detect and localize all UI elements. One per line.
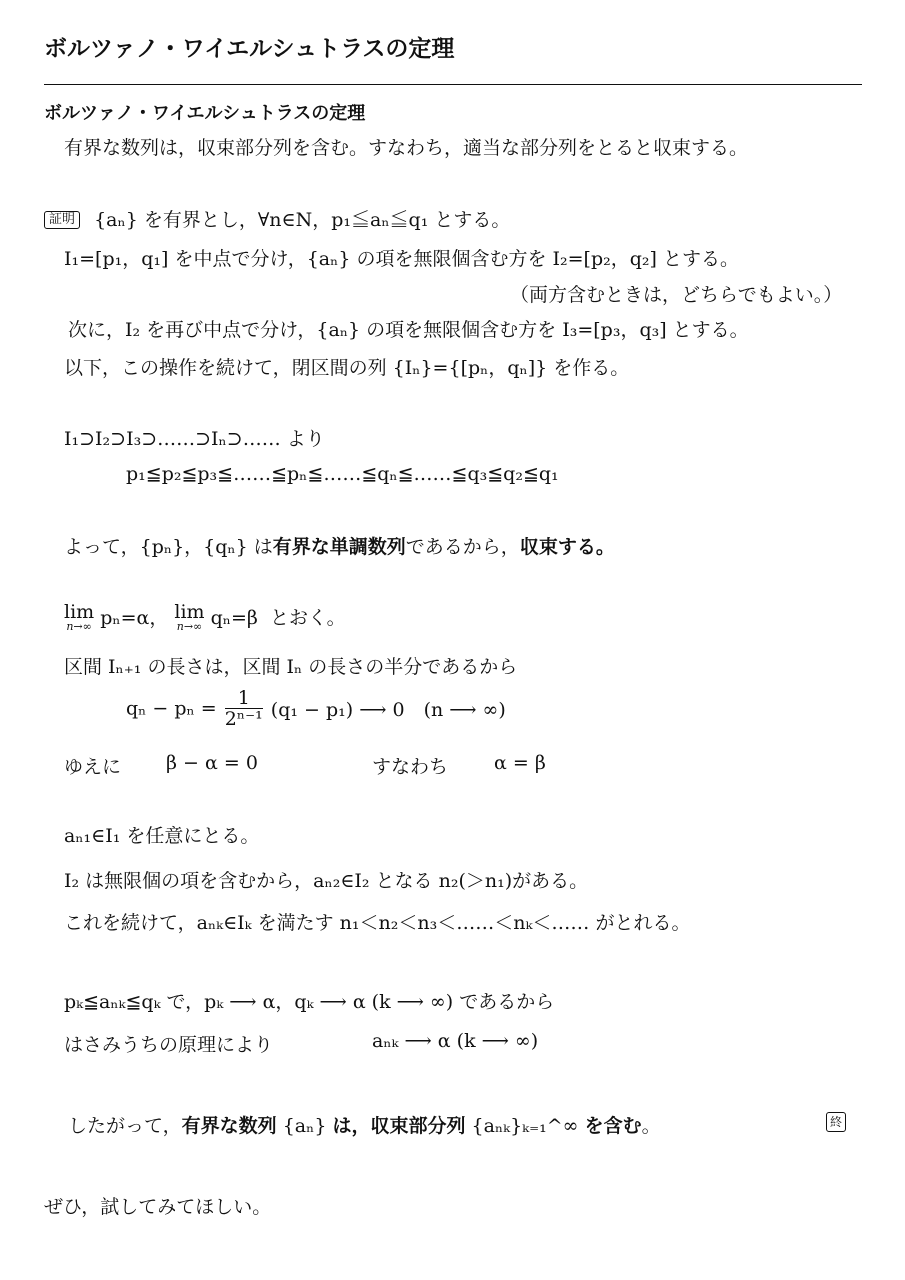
conclusion-subsequence: {aₙₖ}ₖ₌₁^∞ bbox=[471, 1115, 579, 1137]
limit-tail: とおく。 bbox=[269, 607, 346, 629]
page-title: ボルツァノ・ワイエルシュトラスの定理 bbox=[44, 36, 455, 62]
limit-op-text-2: lim bbox=[174, 601, 205, 623]
limit-op-text: lim bbox=[64, 601, 95, 623]
proof-line-17-b: aₙₖ ⟶ α (k ⟶ ∞) bbox=[372, 1030, 539, 1052]
proof-line-6: I₁⊃I₂⊃I₃⊃……⊃Iₙ⊃…… より bbox=[64, 428, 325, 450]
conclusion-bold-3: を含む bbox=[584, 1115, 642, 1137]
proof-line-15: これを続けて，aₙₖ∈Iₖ を満たす n₁＜n₂＜n₃＜……＜nₖ＜…… がとれる。 bbox=[64, 912, 691, 934]
limit-q-value: qₙ=β bbox=[210, 607, 258, 629]
proof-line-3: （両方含むときは，どちらでもよい。） bbox=[510, 284, 843, 306]
fraction bbox=[225, 688, 263, 729]
proof-line-13: aₙ₁∈I₁ を任意にとる。 bbox=[64, 825, 260, 847]
proof-line-8-bold-1: 有界な単調数列 bbox=[272, 536, 406, 558]
proof-line-8-pre: よって，{pₙ}，{qₙ} は bbox=[64, 536, 273, 558]
proof-line-2: I₁=[p₁，q₁] を中点で分け，{aₙ} の項を無限個含む方を I₂=[p₂，q₂] とする。 bbox=[64, 248, 739, 270]
conclusion-end: 。 bbox=[641, 1115, 661, 1137]
proof-line-5: 以下，この操作を続けて，閉区間の列 {Iₙ}={[pₙ，qₙ]} を作る。 bbox=[64, 357, 630, 379]
theorem-statement: 有界な数列は，収束部分列を含む。すなわち，適当な部分列をとると収束する。 bbox=[64, 137, 749, 159]
proof-line-10: 区間 Iₙ₊₁ の長さは，区間 Iₙ の長さの半分であるから bbox=[64, 656, 518, 678]
limit-subscript: n→∞ bbox=[66, 620, 92, 633]
proof-line-1 bbox=[44, 205, 510, 232]
theorem-heading: ボルツァノ・ワイエルシュトラスの定理 bbox=[44, 103, 366, 124]
fraction-numerator: 1 bbox=[225, 688, 263, 709]
conclusion-sequence: {aₙ} bbox=[282, 1115, 327, 1137]
proof-label-badge: 証明 bbox=[44, 211, 80, 229]
proof-line-12-a: ゆえに bbox=[64, 756, 122, 778]
limit-operator-q bbox=[174, 603, 204, 633]
proof-line-1-text: {aₙ} を有界とし，∀n∈N，p₁≦aₙ≦q₁ とする。 bbox=[94, 209, 511, 231]
proof-line-8 bbox=[64, 532, 615, 559]
proof-line-16: pₖ≦aₙₖ≦qₖ で，pₖ ⟶ α，qₖ ⟶ α (k ⟶ ∞) であるから bbox=[64, 991, 555, 1013]
proof-line-4: 次に，I₂ を再び中点で分け，{aₙ} の項を無限個含む方を I₃=[p₃，q₃] とする。 bbox=[68, 319, 749, 341]
limit-p-value: pₙ=α， bbox=[100, 607, 169, 629]
footer-note: ぜひ，試してみてほしい。 bbox=[44, 1196, 272, 1218]
proof-line-8-bold-2: 収束する。 bbox=[519, 536, 615, 558]
title-divider bbox=[44, 84, 862, 85]
conclusion-bold-2: は，収束部分列 bbox=[332, 1115, 466, 1137]
proof-line-12-c: すなわち bbox=[372, 756, 449, 778]
proof-line-8-mid: であるから， bbox=[405, 536, 520, 558]
conclusion-bold-1: 有界な数列 bbox=[181, 1115, 277, 1137]
limit-subscript-2: n→∞ bbox=[176, 620, 203, 633]
proof-line-9 bbox=[64, 603, 346, 633]
length-difference: qₙ − pₙ = bbox=[126, 697, 217, 720]
limit-operator-p bbox=[64, 603, 94, 633]
end-of-proof-badge: 終 bbox=[826, 1112, 846, 1132]
proof-conclusion bbox=[68, 1111, 661, 1138]
proof-line-17-a: はさみうちの原理により bbox=[64, 1034, 274, 1056]
conclusion-pre: したがって， bbox=[68, 1115, 182, 1137]
fraction-denominator: 2ⁿ⁻¹ bbox=[224, 708, 263, 730]
length-limit: (q₁ − p₁) ⟶ 0 (n ⟶ ∞) bbox=[270, 699, 506, 721]
proof-line-7: p₁≦p₂≦p₃≦……≦pₙ≦……≦qₙ≦……≦q₃≦q₂≦q₁ bbox=[126, 463, 559, 485]
proof-line-14: I₂ は無限個の項を含むから，aₙ₂∈I₂ となる n₂(＞n₁)がある。 bbox=[64, 870, 589, 892]
proof-line-12-d: α = β bbox=[494, 752, 546, 774]
proof-line-12-b: β − α = 0 bbox=[166, 752, 258, 774]
proof-line-11 bbox=[126, 688, 506, 729]
